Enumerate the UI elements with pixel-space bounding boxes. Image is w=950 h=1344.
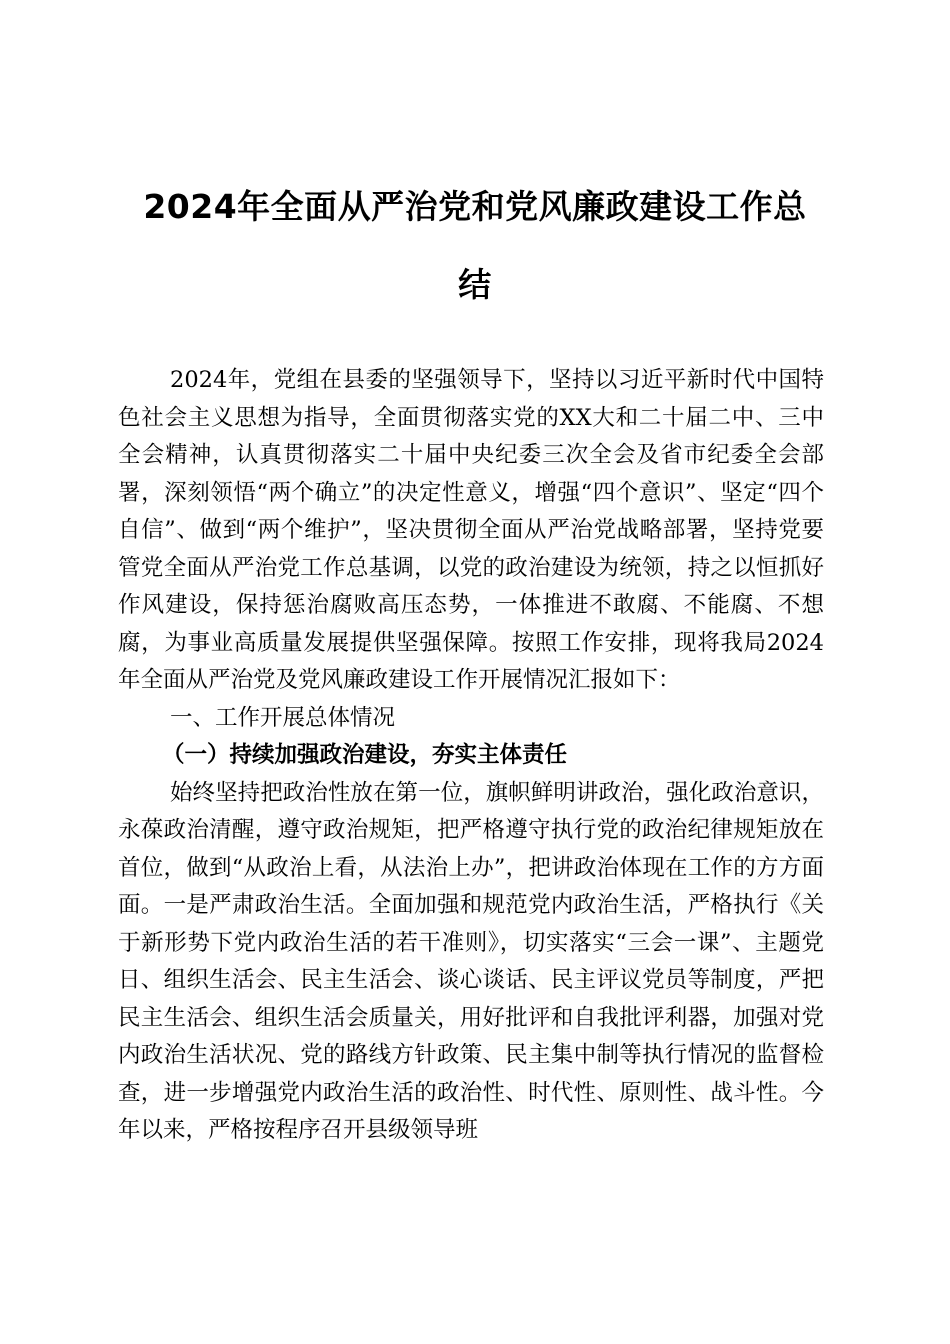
title-line-2: 结 (458, 265, 492, 304)
intro-paragraph: 2024年，党组在县委的坚强领导下，坚持以习近平新时代中国特色社会主义思想为指导，全面贯彻落实党的XX大和二十届二中、三中全会精神，认真贯彻落实二十届中央纪委三次全会及省市纪委全会部署，深刻领悟“两个确立”的决定性意义，增强“四个意识”、坚定“四个自信”、做到“两个维护”，坚决贯彻全面从严治党战略部署，坚持党要管党全面从严治党工作总基调，以党的政治建设为统领，持之以恒抓好作风建设，保持惩治腐败高压态势，一体推进不敢腐、不能腐、不想腐，为事业高质量发展提供坚强保障。按照工作安排，现将我局2024年全面从严治党及党风廉政建设工作开展情况汇报如下： (118, 367, 824, 693)
title-line-1: 2024年全面从严治党和党风廉政建设工作总 (143, 187, 807, 226)
document-title (120, 168, 830, 324)
document-body (118, 362, 824, 1150)
body-paragraph: 始终坚持把政治性放在第一位，旗帜鲜明讲政治，强化政治意识，永葆政治清醒，遵守政治规矩，把严格遵守执行党的政治纪律规矩放在首位，做到“从政治上看，从法治上办”，把讲政治体现在工作的方方面面。一是严肃政治生活。全面加强和规范党内政治生活，严格执行《关于新形势下党内政治生活的若干准则》，切实落实“三会一课”、主题党日、组织生活会、民主生活会、谈心谈话、民主评议党员等制度，严把民主生活会、组织生活会质量关，用好批评和自我批评利器，加强对党内政治生活状况、党的路线方针政策、民主集中制等执行情况的监督检查，进一步增强党内政治生活的政治性、时代性、原则性、战斗性。今年以来，严格按程序召开县级领导班 (118, 779, 824, 1143)
subsection-heading: （一）持续加强政治建设，夯实主体责任 (162, 742, 568, 768)
section-heading: 一、工作开展总体情况 (170, 704, 396, 731)
